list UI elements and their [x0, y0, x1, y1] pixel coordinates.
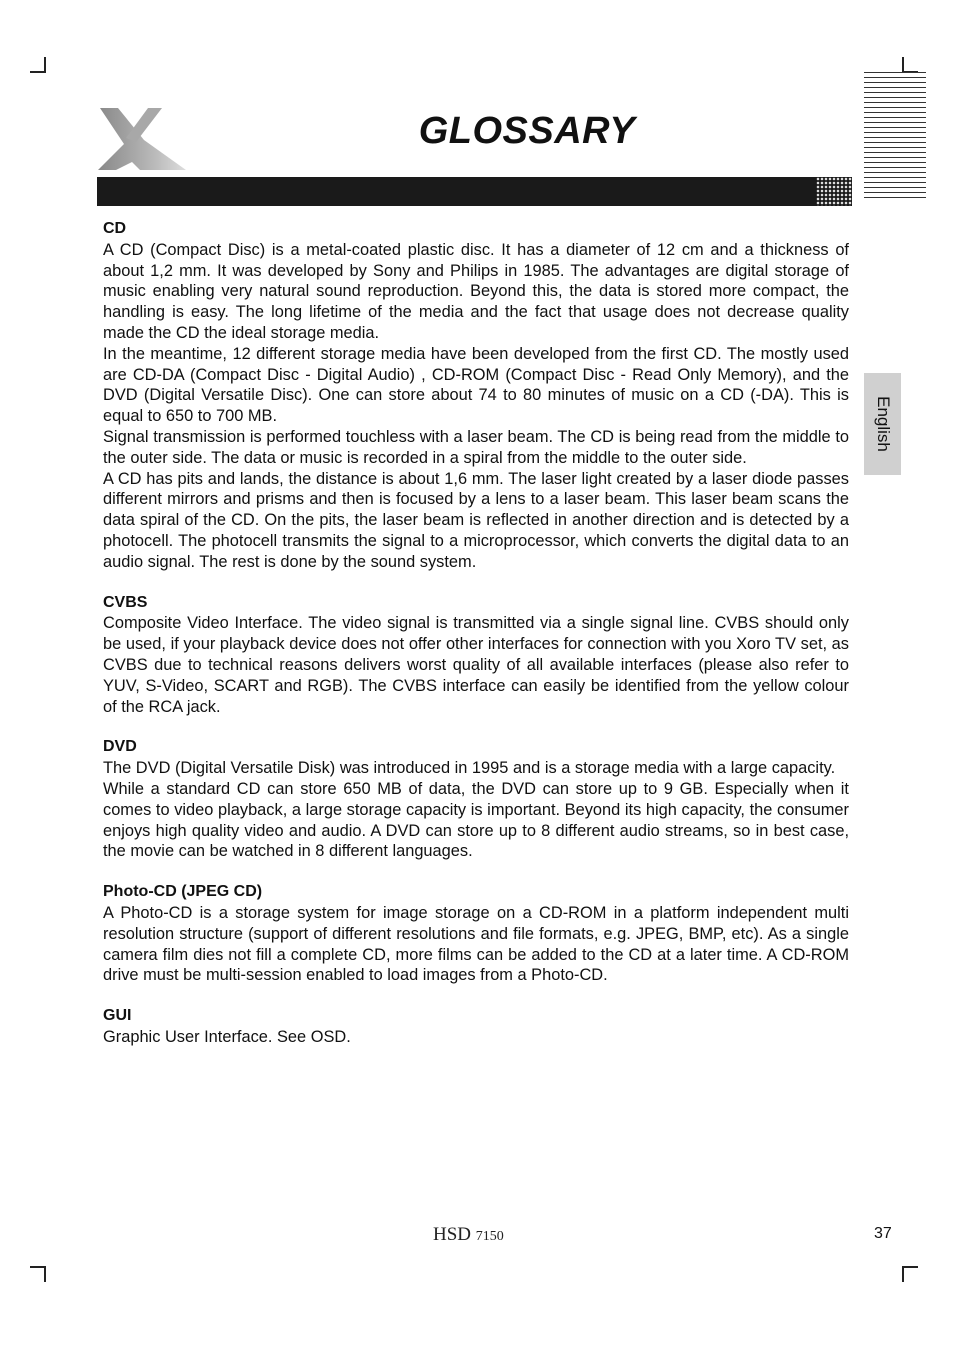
entry-paragraph: The DVD (Digital Versatile Disk) was introduced in 1995 and is a storage media with a large capacity.	[103, 759, 836, 778]
entry-paragraph: Signal transmission is performed touchless with a laser beam. The CD is being read from the middle to the outer side. The data or music is recorded in a spiral from the middle to the outer side.	[103, 427, 849, 467]
crop-mark-top-left	[30, 57, 46, 73]
glossary-entry-gui	[103, 1006, 849, 1048]
entry-paragraph: While a standard CD can store 650 MB of data, the DVD can store up to 9 GB. Especially when it comes to video playback, a large storage capacity is important. Beyond its high capacity, the consumer enjoys high quality video and audio. A DVD can store up to 8 different audio streams, so in best case, the movie can be watched in 8 different languages.	[103, 779, 849, 861]
entry-term: Photo-CD (JPEG CD)	[103, 883, 263, 901]
glossary-content	[103, 219, 849, 1068]
model-letters: HSD	[433, 1224, 472, 1245]
footer-model-name	[433, 1224, 504, 1246]
entry-term: GUI	[103, 1007, 132, 1025]
language-side-tab	[864, 373, 901, 475]
entry-term: CVBS	[103, 593, 148, 611]
entry-term: DVD	[103, 738, 137, 756]
entry-paragraph: A CD has pits and lands, the distance is about 1,6 mm. The laser light created by a laser diode passes different mirrors and prisms and then is focused by a lens to a laser beam. This laser beam scans the data spiral of the CD. On the pits, the laser beam is reflected in another direction and is detected by a photocell. The photocell transmits the signal to a microprocessor, which converts the digital data to an audio signal. The rest is done by the sound system.	[103, 469, 849, 571]
crop-mark-bottom-right	[902, 1266, 918, 1282]
entry-term: CD	[103, 220, 127, 237]
crop-mark-bottom-left	[30, 1266, 46, 1282]
entry-paragraph: A CD (Compact Disc) is a metal-coated plastic disc. It has a diameter of 12 cm and a thickness of about 1,2 mm. It was developed by Sony and Philips in 1985. The advantages are digital storage of music enabling very natural sound reproduction. Beyond this, the data is stored more compact, the handling is easy. The long lifetime of the media and the fact that usage does not decrease quality made the CD the ideal storage media.	[103, 240, 849, 342]
entry-paragraph: Graphic User Interface. See OSD.	[103, 1027, 351, 1046]
entry-paragraph: A Photo-CD is a storage system for image storage on a CD-ROM in a platform independent multi resolution structure (support of different resolutions and file formats, e.g. JPEG, BMP, etc). As a single camera film dies not fill a complete CD, more films can be added to the CD at a later time. A CD-ROM drive must be multi-session enabled to load images from a Photo-CD.	[103, 903, 849, 985]
title-bar	[97, 177, 852, 206]
page-number: 37	[874, 1225, 892, 1242]
title-bar-dot-pattern	[816, 177, 852, 206]
page-title: GLOSSARY	[418, 110, 636, 152]
glossary-entry-cd	[103, 219, 849, 573]
entry-paragraph: In the meantime, 12 different storage media have been developed from the first CD. The mostly used are CD-DA (Compact Disc - Digital Audio) , CD-ROM (Compact Disc - Read Only Memory), and the DVD (Digital Versatile Disc). One can store about 74 to 80 minutes of music on a CD (-DA). This is equal to 650 to 700 MB.	[103, 344, 849, 426]
entry-paragraph: Composite Video Interface. The video signal is transmitted via a single signal line. CVBS should only be used, if your playback device does not offer other interfaces for connection with you Xoro TV set, as CVBS due to technical reasons delivers worst quality of all available interfaces (please also refer to YUV, S-Video, SCART and RGB). The CVBS interface can easily be identified from the yellow colour of the RCA jack.	[103, 614, 849, 716]
glossary-entry-photo-cd	[103, 882, 849, 986]
glossary-entry-cvbs	[103, 593, 849, 718]
model-number: 7150	[475, 1229, 504, 1244]
crop-mark-top-right	[902, 57, 918, 73]
glossary-entry-dvd	[103, 737, 849, 862]
language-tab-label: English	[873, 396, 893, 452]
